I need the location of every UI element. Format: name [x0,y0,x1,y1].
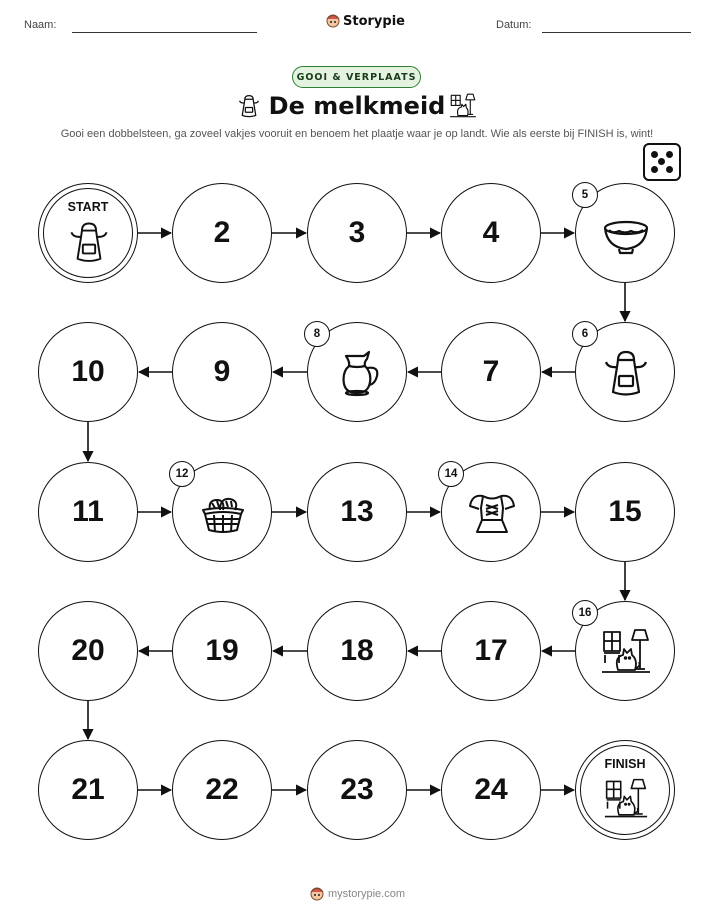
board-space [172,183,272,283]
board-space [575,601,675,701]
space-number: 22 [205,773,239,806]
space-number: 13 [340,495,374,528]
board-space-start [38,183,138,283]
board-space [172,322,272,422]
board-space [172,601,272,701]
board-space [307,322,407,422]
cat-room-icon [604,777,648,821]
board-space [307,462,407,562]
space-number-badge: 16 [572,600,598,626]
space-number: 4 [482,216,500,249]
storypie-mascot-icon [310,886,324,902]
apron-icon [601,348,651,398]
board-space [307,740,407,840]
page-title: De melkmeid [268,92,446,120]
board-space [575,183,675,283]
board-space [575,462,675,562]
board-space [441,322,541,422]
space-number: 17 [474,634,508,667]
cat-room-icon [601,627,651,677]
board-space [38,740,138,840]
name-label: Naam: [24,19,57,31]
date-label: Datum: [496,19,532,31]
board-space [441,183,541,283]
space-number: 10 [71,355,105,388]
bread-basket-icon [198,488,248,538]
space-label: FINISH [604,757,646,771]
space-number-badge: 14 [438,461,464,487]
space-number: 24 [474,773,508,806]
board-space [172,462,272,562]
space-number-badge: 12 [169,461,195,487]
game-type-badge: GOOI & VERPLAATS [292,66,421,88]
space-number: 19 [205,634,239,667]
space-number-badge: 8 [304,321,330,347]
footer [310,886,405,902]
space-number: 9 [213,355,231,388]
space-number: 3 [348,216,366,249]
space-label: START [67,200,109,214]
board-space [172,740,272,840]
space-number: 2 [213,216,231,249]
space-number: 21 [71,773,105,806]
board-space [441,740,541,840]
space-number: 11 [72,495,104,528]
milk-jug-icon [333,348,383,398]
dirndl-bodice-icon [467,488,517,538]
space-number: 23 [340,773,374,806]
footer-url[interactable]: mystorypie.com [328,888,406,900]
board-space [38,601,138,701]
space-number-badge: 5 [572,182,598,208]
board-space [307,601,407,701]
bowl-icon [601,209,651,259]
space-number: 15 [608,495,642,528]
space-number: 20 [71,634,105,667]
board-space [38,462,138,562]
board-space-finish [575,740,675,840]
space-number: 7 [482,355,500,388]
space-number: 18 [340,634,374,667]
space-number-badge: 6 [572,321,598,347]
apron-icon [67,220,111,264]
board-space [441,601,541,701]
instructions: Gooi een dobbelsteen, ga zoveel vakjes vooruit en benoem het plaatje waar je op landt. Wie als eerste bij FINISH is, wint! [60,128,654,140]
board-space [38,322,138,422]
brand-name: Storypie [343,13,405,29]
board-space [307,183,407,283]
board-space [441,462,541,562]
board-space [575,322,675,422]
